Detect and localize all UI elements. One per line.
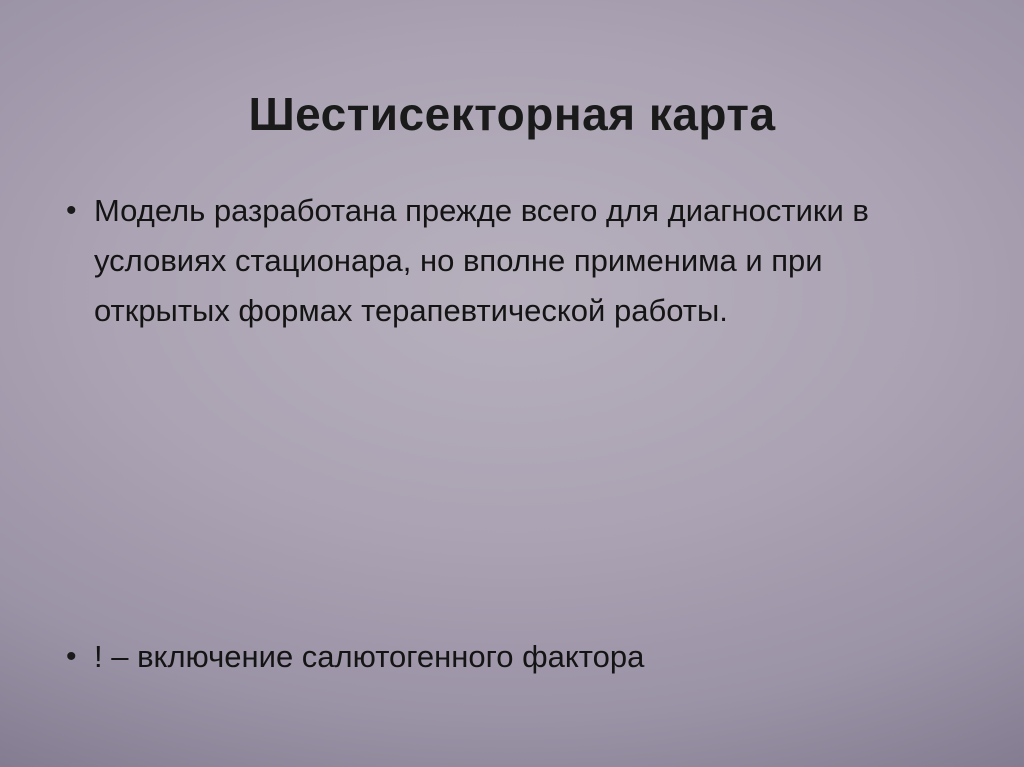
- list-item: [56, 632, 972, 682]
- slide-content: [56, 186, 972, 686]
- list-item-text: Модель разработана прежде всего для диагностики в условиях стационара, но вполне применима и при открытых формах терапевтической работы.: [94, 193, 869, 328]
- list-item-text: ! – включение салютогенного фактора: [94, 639, 645, 674]
- bullet-point-icon: •: [66, 640, 77, 673]
- bullet-point-icon: •: [66, 194, 77, 227]
- page-title: Шестисекторная карта: [248, 87, 776, 140]
- list-item: [56, 186, 972, 336]
